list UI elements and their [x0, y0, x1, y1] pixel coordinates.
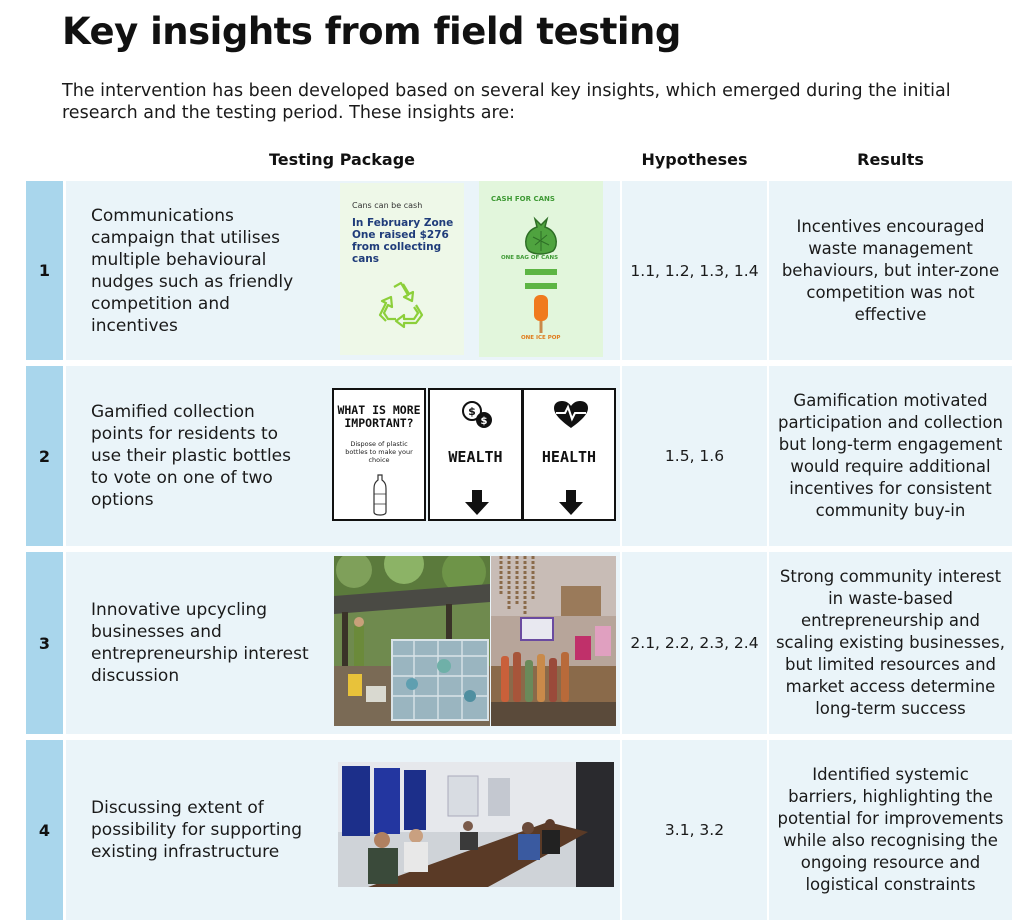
header-testing-package: Testing Package	[268, 150, 416, 169]
intro-paragraph: The intervention has been developed based on several key insights, which emerged during the initial research and the testing period. These insights are:	[62, 81, 951, 123]
plastic-bottle-icon	[372, 474, 388, 516]
poster-headline: In February Zone One raised $276 from collecting cans	[352, 217, 454, 265]
table-row	[26, 181, 1012, 360]
results-cell: Strong community interest in waste-based entrepreneurship and scaling existing businesses, but limited resources and market access determine long-term success	[769, 552, 1012, 734]
bag-label: ONE BAG OF CANS	[501, 255, 559, 261]
testing-package-cell	[66, 740, 620, 920]
upcycled-crafts-photo	[491, 556, 616, 726]
bottle-collection-cage-photo	[334, 556, 490, 726]
board-instruction: Dispose of plastic bottles to make your choice	[345, 440, 413, 464]
svg-text:$: $	[468, 405, 476, 418]
vote-question-board	[332, 388, 426, 521]
heartbeat-icon	[552, 400, 590, 430]
poster-tagline: Cans can be cash	[352, 201, 423, 210]
hypotheses-cell: 3.1, 3.2	[622, 740, 767, 920]
hypotheses-cell: 1.5, 1.6	[622, 366, 767, 546]
row-number: 4	[26, 740, 63, 920]
package-description: Innovative upcycling businesses and entrepreneurship interest discussion	[91, 600, 309, 686]
ice-pop-icon	[531, 295, 551, 335]
bag-of-cans-icon	[519, 215, 563, 255]
results-cell: Gamification motivated participation and collection but long-term engagement would require additional incentives for consistent community buy-in	[769, 366, 1012, 546]
hypotheses-cell: 2.1, 2.2, 2.3, 2.4	[622, 552, 767, 734]
equals-icon	[525, 269, 557, 291]
row-number: 1	[26, 181, 63, 360]
table-row	[26, 366, 1012, 546]
table-row	[26, 552, 1012, 734]
testing-package-cell	[66, 181, 620, 360]
package-description: Discussing extent of possibility for supporting existing infrastructure	[91, 798, 303, 862]
testing-package-cell	[66, 366, 620, 546]
coins-icon	[460, 400, 494, 430]
row-number: 3	[26, 552, 63, 734]
testing-package-cell	[66, 552, 620, 734]
option-label-wealth: WEALTH	[448, 448, 503, 466]
ice-pop-label: ONE ICE POP	[521, 335, 561, 341]
arrow-down-icon	[464, 490, 490, 516]
meeting-room-photo	[338, 762, 614, 887]
board-question: WHAT IS MORE IMPORTANT?	[337, 403, 421, 430]
poster-header: CASH FOR CANS	[491, 195, 555, 203]
vote-option-wealth	[428, 388, 523, 521]
cans-cash-poster	[340, 183, 464, 355]
vote-option-health	[522, 388, 616, 521]
cash-for-cans-poster	[479, 181, 603, 357]
results-cell: Identified systemic barriers, highlighting the potential for improvements while also recognising the ongoing resource and logistical constraints	[769, 740, 1012, 920]
header-hypotheses: Hypotheses	[641, 150, 748, 169]
recycle-icon	[376, 281, 426, 329]
svg-text:$: $	[480, 416, 488, 427]
option-label-health: HEALTH	[541, 448, 597, 466]
row-number: 2	[26, 366, 63, 546]
table-row	[26, 740, 1012, 920]
results-cell: Incentives encouraged waste management behaviours, but inter-zone competition was not effective	[769, 181, 1012, 360]
page-title: Key insights from field testing	[62, 10, 681, 53]
arrow-down-icon	[558, 490, 584, 516]
package-description: Gamified collection points for residents to use their plastic bottles to vote on one of two options	[91, 402, 291, 510]
package-description: Communications campaign that utilises multiple behavioural nudges such as friendly competition and incentives	[91, 205, 294, 336]
hypotheses-cell: 1.1, 1.2, 1.3, 1.4	[622, 181, 767, 360]
header-results: Results	[857, 150, 924, 169]
